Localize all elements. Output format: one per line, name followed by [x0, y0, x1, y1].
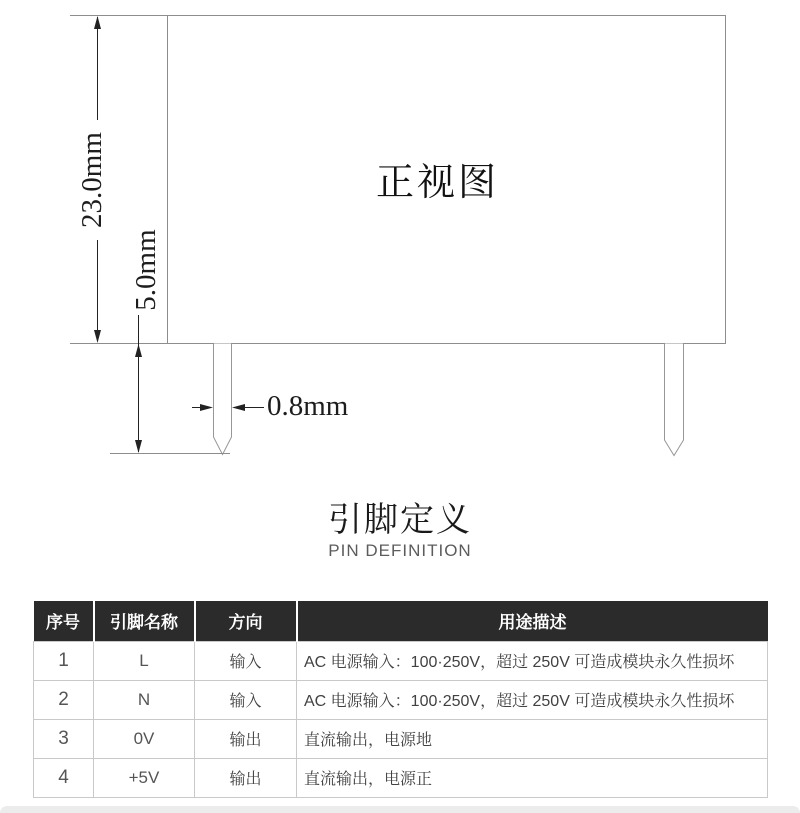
dimension-line-5mm	[135, 313, 142, 453]
cell-pin-name: L	[94, 641, 195, 680]
left-pin	[214, 344, 232, 455]
cell-description: 直流输出，电源地	[297, 719, 768, 758]
section-title-english: PIN DEFINITION	[328, 541, 472, 560]
cell-index: 2	[34, 680, 94, 719]
dimension-label-height: 23.0mm	[78, 120, 106, 240]
cell-pin-name: N	[94, 680, 195, 719]
cell-description: 直流输出，电源正	[297, 758, 768, 797]
next-section-top-strip	[0, 806, 800, 813]
cell-pin-name: 0V	[94, 719, 195, 758]
cell-direction: 输入	[195, 680, 297, 719]
cell-pin-name: +5V	[94, 758, 195, 797]
header-description: 用途描述	[297, 601, 768, 641]
table-row	[34, 758, 768, 797]
right-pin	[665, 344, 684, 456]
header-pin-name: 引脚名称	[94, 601, 195, 641]
dimension-label-pin-length: 5.0mm	[132, 225, 160, 315]
cell-description: AC 电源输入：100·250V，超过 250V 可造成模块永久性损坏	[297, 680, 768, 719]
front-view-title: 正视图	[375, 162, 499, 204]
dimension-label-pin-width: 0.8mm	[267, 390, 349, 422]
cell-direction: 输出	[195, 719, 297, 758]
table-row	[34, 719, 768, 758]
table-row	[34, 641, 768, 680]
pin-definition-table	[33, 601, 768, 798]
cell-index: 1	[34, 641, 94, 680]
header-index: 序号	[34, 601, 94, 641]
cell-direction: 输出	[195, 758, 297, 797]
cell-index: 4	[34, 758, 94, 797]
table-header	[34, 601, 768, 641]
table-row	[34, 680, 768, 719]
cell-description: AC 电源输入：100·250V，超过 250V 可造成模块永久性损坏	[297, 641, 768, 680]
cell-index: 3	[34, 719, 94, 758]
section-title-chinese: 引脚定义	[328, 501, 472, 539]
cell-direction: 输入	[195, 641, 297, 680]
header-direction: 方向	[195, 601, 297, 641]
